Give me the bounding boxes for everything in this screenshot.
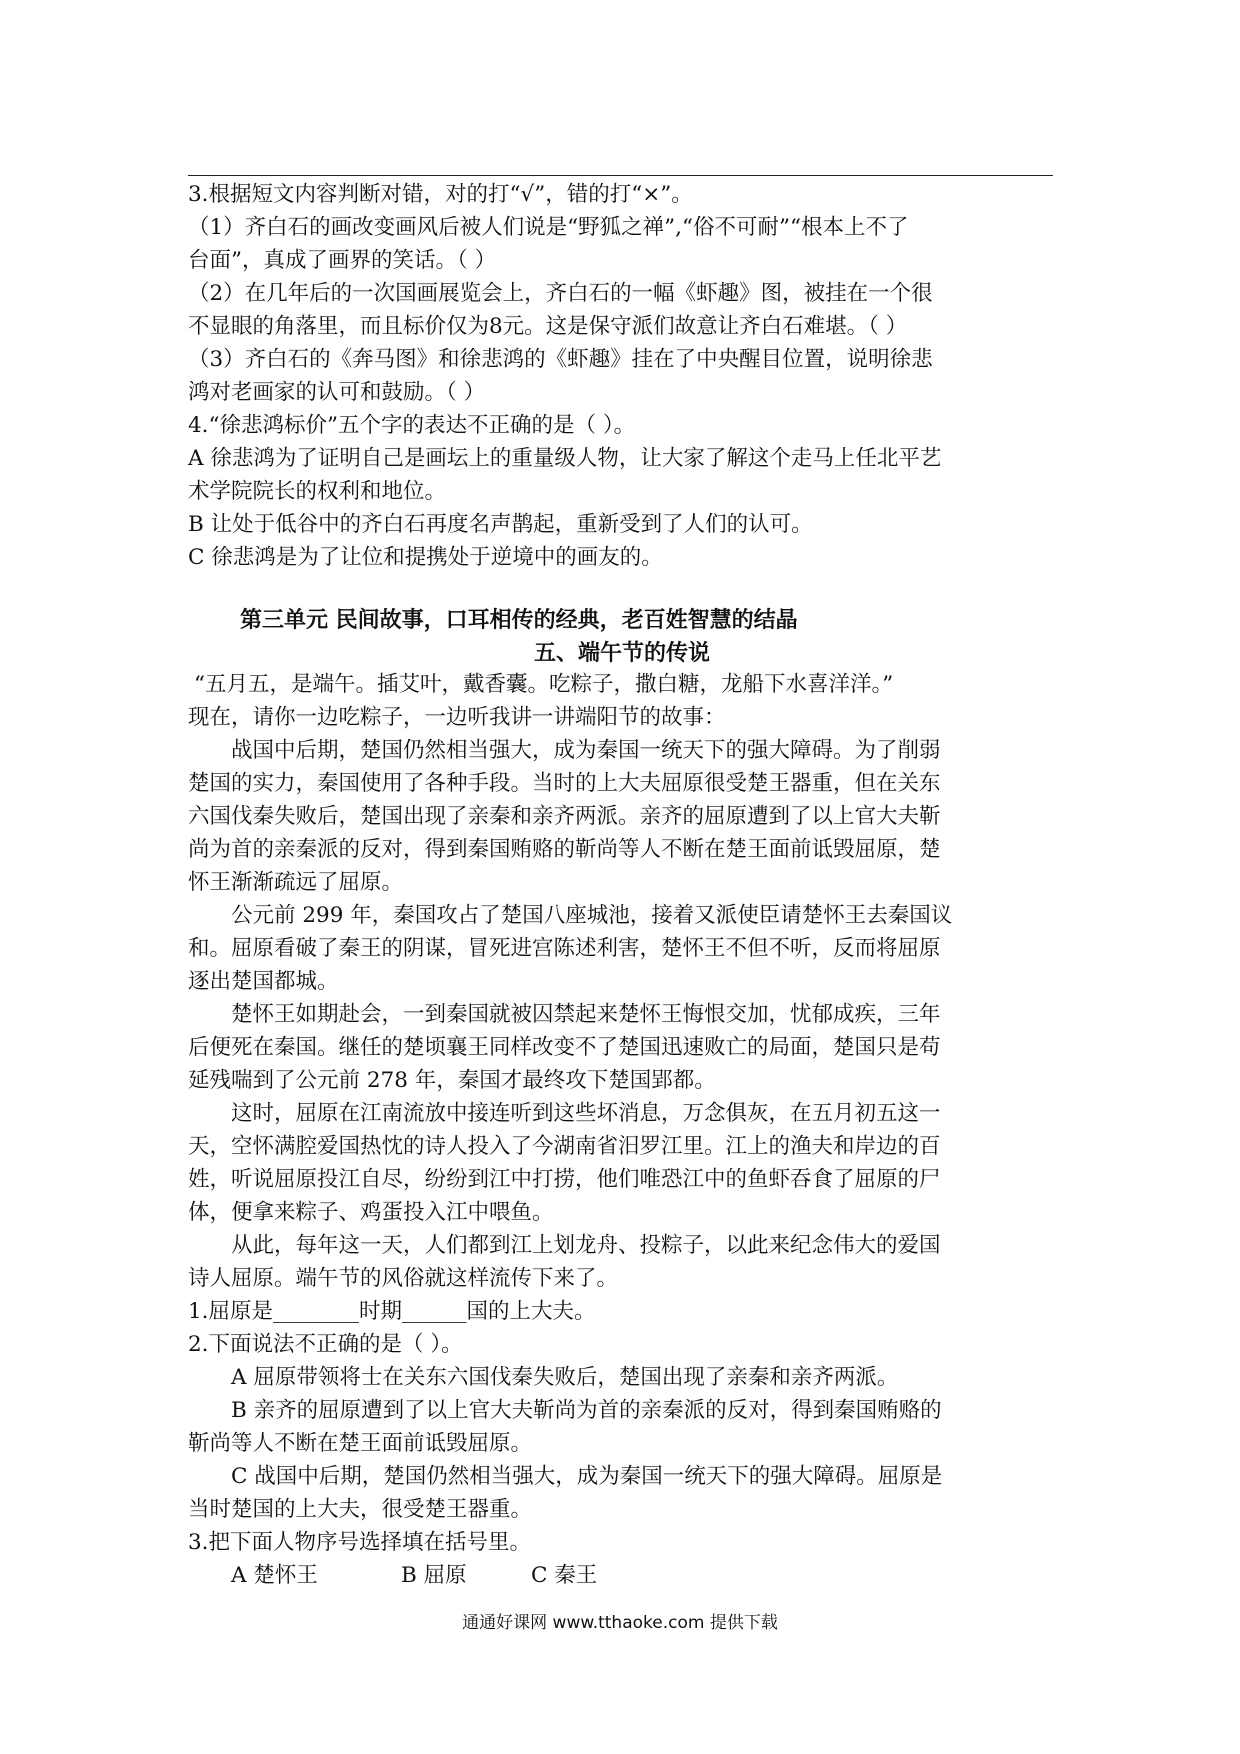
question-2-option-c-line1: C 战国中后期，楚国仍然相当强大，成为秦国一统天下的强大障碍。屈原是	[231, 1464, 943, 1489]
story-line: 和。屈原看破了秦王的阴谋，冒死进宫陈述利害，楚怀王不但不听，反而将屈原	[188, 936, 941, 961]
option-c: C 秦王	[531, 1563, 598, 1588]
story-line: 六国伐秦失败后，楚国出现了亲秦和亲齐两派。亲齐的屈原遭到了以上官大夫靳	[188, 804, 941, 829]
story-line: 体，便拿来粽子、鸡蛋投入江中喂鱼。	[188, 1200, 554, 1225]
question-4-option-b: B 让处于低谷中的齐白石再度名声鹊起，重新受到了人们的认可。	[188, 512, 813, 537]
story-line: 楚怀王如期赴会，一到秦国就被囚禁起来楚怀王悔恨交加，忧郁成疾，三年	[231, 1002, 941, 1027]
story-line: 从此，每年这一天，人们都到江上划龙舟、投粽子，以此来纪念伟大的爱国	[231, 1233, 941, 1258]
question-3-options	[188, 1559, 1056, 1592]
story-body	[188, 668, 1056, 1592]
footer-source: 通通好课网 www.tthaoke.com 提供下载	[462, 1613, 778, 1633]
story-line: 尚为首的亲秦派的反对，得到秦国贿赂的靳尚等人不断在楚王面前诋毁屈原，楚	[188, 837, 941, 862]
question-4-option-a-line1: A 徐悲鸿为了证明自己是画坛上的重量级人物，让大家了解这个走马上任北平艺	[188, 446, 942, 471]
story-line: 怀王渐渐疏远了屈原。	[188, 870, 404, 895]
option-a: A 楚怀王	[231, 1563, 318, 1588]
story-line: 这时，屈原在江南流放中接连听到这些坏消息，万念俱灰，在五月初五这一	[231, 1101, 941, 1126]
story-line: 天，空怀满腔爱国热忱的诗人投入了今湖南省汨罗江里。江上的渔夫和岸边的百	[188, 1134, 941, 1159]
question-4-option-a-line2: 术学院院长的权利和地位。	[188, 479, 447, 504]
question-2-option-a: A 屈原带领将士在关东六国伐秦失败后，楚国出现了亲秦和亲齐两派。	[231, 1365, 899, 1390]
option-b: B 屈原	[401, 1563, 467, 1588]
section-questions	[188, 178, 1056, 574]
question-3-1-line1: （1）齐白石的画改变画风后被人们说是“野狐之禅”,“俗不可耐”“根本上不了	[188, 215, 909, 240]
question-2-option-b-line1: B 亲齐的屈原遭到了以上官大夫靳尚为首的亲秦派的反对，得到秦国贿赂的	[231, 1398, 942, 1423]
question-2-title: 2.下面说法不正确的是（ ）。	[188, 1332, 463, 1357]
question-4-option-c: C 徐悲鸿是为了让位和提携处于逆境中的画友的。	[188, 545, 663, 570]
question-3-title: 3.根据短文内容判断对错，对的打“√”，错的打“×”。	[188, 182, 693, 207]
story-line: 现在，请你一边吃粽子，一边听我讲一讲端阳节的故事：	[188, 705, 726, 730]
story-line: 姓，听说屈原投江自尽，纷纷到江中打捞，他们唯恐江中的鱼虾吞食了屈原的尸	[188, 1167, 941, 1192]
story-line: 战国中后期，楚国仍然相当强大，成为秦国一统天下的强大障碍。为了削弱	[231, 738, 941, 763]
story-line: 公元前 299 年，秦国攻占了楚国八座城池，接着又派使臣请楚怀王去秦国议	[231, 903, 953, 928]
question-3-3-line2: 鸿对老画家的认可和鼓励。（ ）	[188, 380, 486, 405]
question-2-option-b-line2: 靳尚等人不断在楚王面前诋毁屈原。	[188, 1431, 533, 1456]
story-line: 后便死在秦国。继任的楚顷襄王同样改变不了楚国迅速败亡的局面，楚国只是苟	[188, 1035, 941, 1060]
story-line: 楚国的实力，秦国使用了各种手段。当时的上大夫屈原很受楚王器重，但在关东	[188, 771, 941, 796]
unit-title: 第三单元 民间故事，口耳相传的经典，老百姓智慧的结晶	[240, 608, 798, 633]
story-line: 诗人屈原。端午节的风俗就这样流传下来了。	[188, 1266, 619, 1291]
question-3-match-title: 3.把下面人物序号选择填在括号里。	[188, 1530, 532, 1555]
lesson-title: 五、端午节的传说	[533, 641, 710, 666]
question-1-fill-blank: 1.屈原是________时期______国的上大夫。	[188, 1299, 596, 1324]
question-2-option-c-line2: 当时楚国的上大夫，很受楚王器重。	[188, 1497, 533, 1522]
top-divider-line	[188, 175, 1053, 176]
story-line: 延残喘到了公元前 278 年，秦国才最终攻下楚国郢都。	[188, 1068, 716, 1093]
story-line: “五月五，是端午。插艾叶，戴香囊。吃粽子，撒白糖，龙船下水喜洋洋。”	[194, 672, 894, 697]
question-3-2-line2: 不显眼的角落里，而且标价仅为8元。这是保守派们故意让齐白石难堪。（ ）	[188, 314, 908, 339]
question-4-title: 4.“徐悲鸿标价”五个字的表达不正确的是（ ）。	[188, 413, 636, 438]
question-3-2-line1: （2）在几年后的一次国画展览会上，齐白石的一幅《虾趣》图，被挂在一个很	[188, 281, 933, 306]
question-3-1-line2: 台面”，真成了画界的笑话。（ ）	[188, 248, 497, 273]
question-3-3-line1: （3）齐白石的《奔马图》和徐悲鸿的《虾趣》挂在了中央醒目位置，说明徐悲	[188, 347, 933, 372]
story-line: 逐出楚国都城。	[188, 969, 339, 994]
